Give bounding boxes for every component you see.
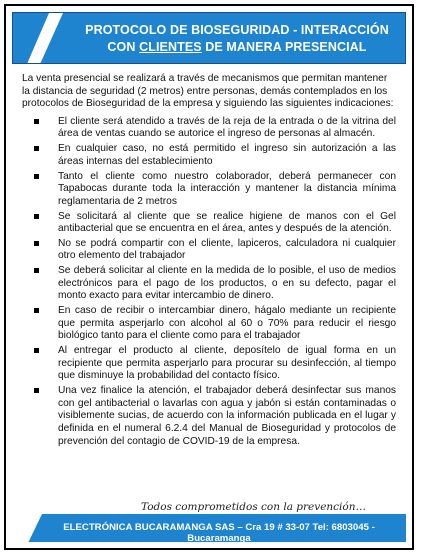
list-item: Una vez finalice la atención, el trabajador deberá desinfectar sus manos con gel antibacterial o lavarlas con agua y jabón si están contaminadas o visiblemente sucias, de acuerdo con la información publicada en el lugar y definida en el numeral 6.2.4 del Manual de Bioseguridad y protocolos de prevención del contagio de COVID-19 de la empresa. [22, 385, 396, 448]
list-item: En caso de recibir o intercambiar dinero, hágalo mediante un recipiente que permita asperjarlo con alcohol al 60 o 70% para reducir el riesgo biológico tanto para el cliente como para el trabajador [22, 305, 396, 343]
bullet-icon [34, 348, 39, 353]
bullet-icon [34, 268, 39, 273]
bullet-icon [34, 388, 39, 393]
title-line-2: CON CLIENTES DE MANERA PRESENCIAL [107, 40, 367, 54]
list-item: Se deberá solicitar al cliente en la medida de lo posible, el uso de medios electrónicos para el pago de los productos, o en su defecto, pagar el monto exacto para evitar intercambio de dinero. [22, 265, 396, 303]
bullet-icon [34, 119, 39, 124]
header-decoration [13, 13, 63, 63]
content-body [22, 73, 396, 450]
motto-text: Todos comprometidos con la prevención… [141, 501, 366, 513]
title-underlined-word: CLIENTES [139, 40, 202, 54]
bullet-icon [34, 241, 39, 246]
indications-list [22, 116, 396, 448]
header-banner [12, 12, 406, 64]
intro-paragraph: La venta presencial se realizará a través de mecanismos que permitan mantener la distancia de seguridad (2 metros) entre personas, demás contemplados en los protocolos de Bioseguridad de la empresa y siguiendo las siguientes indicaciones: [22, 73, 394, 110]
footer-company-info: ELECTRÓNICA BUCARAMANGA SAS – Cra 19 # 33-07 Tel: 6803045 - Bucaramanga [63, 522, 375, 544]
list-item: En cualquier caso, no está permitido el ingreso sin autorización a las áreas internas del establecimiento [22, 143, 396, 168]
list-item: Se solicitará al cliente que se realice higiene de manos con el Gel antibacterial que se encuentra en el área, antes y después de la atención. [22, 211, 396, 236]
bullet-icon [34, 146, 39, 151]
list-item: Tanto el cliente como nuestro colaborador, deberá permanecer con Tapabocas durante toda la interacción y mantener la distancia mínima reglamentaria de 2 metros [22, 171, 396, 209]
title-line-1: PROTOCOLO DE BIOSEGURIDAD - INTERACCIÓN [85, 23, 389, 37]
page-title [73, 22, 401, 56]
list-item: Al entregar el producto al cliente, deposítelo de igual forma en un recipiente que permita asperjarlo para procurar su desinfección, al tiempo que disminuye la probabilidad del contacto físico. [22, 345, 396, 383]
bullet-icon [34, 214, 39, 219]
bullet-icon [34, 308, 39, 313]
list-item: No se podrá compartir con el cliente, lapiceros, calculadora ni cualquier otro elemento del trabajador [22, 238, 396, 263]
list-item: El cliente será atendido a través de la reja de la entrada o de la vitrina del área de ventas cuando se autorice el ingreso de personas al almacén. [22, 116, 396, 141]
bullet-icon [34, 174, 39, 179]
footer-banner [12, 514, 406, 542]
document-frame [4, 4, 414, 550]
